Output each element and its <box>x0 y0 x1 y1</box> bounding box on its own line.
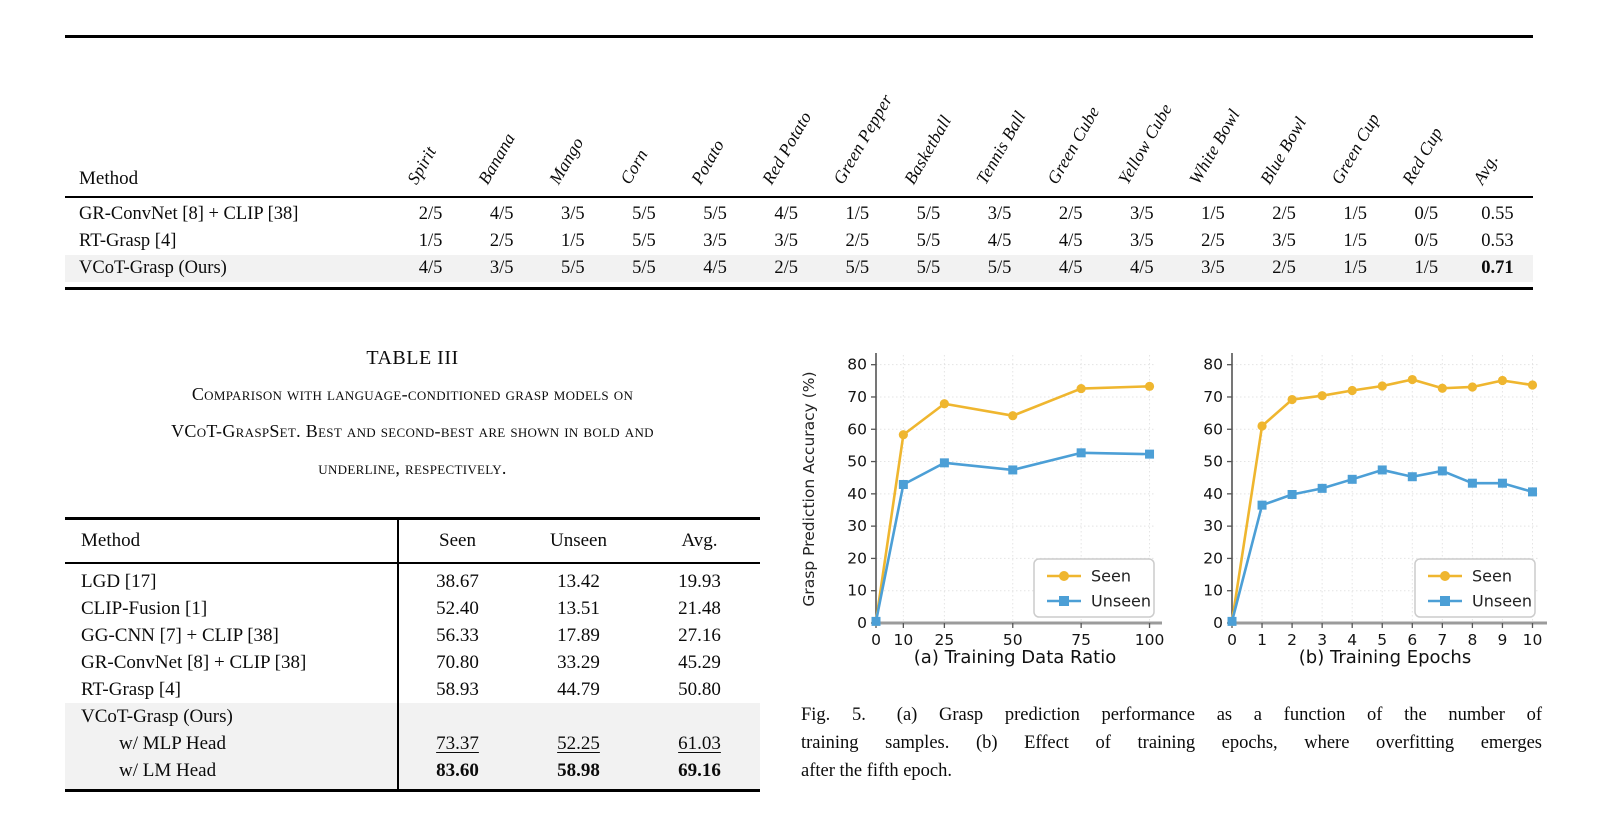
value-cell: 0.53 <box>1481 231 1514 251</box>
data-point-seen <box>1498 376 1507 385</box>
table-iii-body <box>65 564 760 789</box>
table-row <box>65 676 760 703</box>
value-cell: 2/5 <box>845 231 870 251</box>
value-cell: 5/5 <box>916 258 941 278</box>
method-cell: VCoT-Grasp (Ours) <box>79 258 227 278</box>
y-tick-label: 60 <box>847 420 867 439</box>
value-cell <box>518 703 639 730</box>
data-point-seen <box>1318 391 1327 400</box>
value-cell: 2/5 <box>1201 231 1225 251</box>
value-cell: 1/5 <box>845 204 870 224</box>
value-cell: 5/5 <box>632 231 656 251</box>
value-cell: 3/5 <box>489 258 514 278</box>
x-tick-label: 8 <box>1467 631 1478 649</box>
value-cell: 4/5 <box>1058 258 1083 278</box>
value-cell: 52.25 <box>557 733 600 754</box>
data-point-seen <box>1257 421 1266 430</box>
value-cell: 4/5 <box>489 204 514 224</box>
rotated-column-header: Basketball <box>900 111 956 188</box>
y-tick-label: 40 <box>1203 484 1223 503</box>
per-object-grasp-table-body <box>65 198 1533 287</box>
legend-marker-square <box>1440 596 1450 606</box>
value-cell: 1/5 <box>1343 258 1367 278</box>
value-cell: 2/5 <box>489 231 514 251</box>
data-point-unseen <box>1008 465 1017 474</box>
value-cell: 13.42 <box>557 571 600 592</box>
method-cell: RT-Grasp [4] <box>79 231 177 251</box>
y-tick-label: 70 <box>847 387 867 406</box>
legend-marker-square <box>1059 596 1069 606</box>
table-row <box>65 649 760 676</box>
rotated-column-header: Yellow Cube <box>1113 99 1176 188</box>
value-cell: 27.16 <box>678 625 721 646</box>
y-tick-label: 20 <box>847 549 867 568</box>
value-cell: 4/5 <box>418 258 443 278</box>
data-point-unseen <box>899 480 908 489</box>
data-point-unseen <box>1498 479 1507 488</box>
table-iii-caption-line: underline, respectively. <box>318 458 507 478</box>
value-cell: 1/5 <box>1201 204 1225 224</box>
y-tick-label: 30 <box>1203 517 1223 536</box>
value-cell: 2/5 <box>1272 258 1296 278</box>
figure-5-caption <box>801 701 1542 785</box>
value-cell: 61.03 <box>678 733 721 754</box>
value-cell: 1/5 <box>418 231 443 251</box>
value-cell: 5/5 <box>632 258 656 278</box>
method-cell: GG-CNN [7] + CLIP [38] <box>81 625 279 646</box>
value-cell: 33.29 <box>557 652 600 673</box>
value-cell: 13.51 <box>557 598 600 619</box>
value-cell: 3/5 <box>560 204 585 224</box>
data-point-unseen <box>1438 466 1447 475</box>
chart-training-epochs <box>1185 338 1595 670</box>
value-cell: 56.33 <box>436 625 479 646</box>
table-row <box>65 757 760 784</box>
value-cell: 3/5 <box>987 204 1012 224</box>
data-point-seen <box>1008 411 1017 420</box>
per-object-grasp-table <box>65 35 1533 290</box>
value-cell: 3/5 <box>1201 258 1225 278</box>
value-cell: 73.37 <box>436 733 479 754</box>
rotated-column-header: Green Pepper <box>829 90 897 188</box>
x-tick-label: 2 <box>1287 631 1298 649</box>
value-cell: 52.40 <box>436 598 479 619</box>
value-cell: 3/5 <box>1272 231 1296 251</box>
x-tick-label: 7 <box>1437 631 1448 649</box>
value-cell: 5/5 <box>560 258 585 278</box>
method-cell: GR-ConvNet [8] + CLIP [38] <box>81 652 307 673</box>
value-cell: 17.89 <box>557 625 600 646</box>
method-cell: LGD [17] <box>81 571 157 592</box>
value-cell: 4/5 <box>774 204 798 224</box>
x-tick-label: 3 <box>1317 631 1328 649</box>
data-point-seen <box>1378 381 1387 390</box>
data-point-unseen <box>940 458 949 467</box>
value-cell: 2/5 <box>1272 204 1296 224</box>
data-point-unseen <box>1228 617 1237 626</box>
y-tick-label: 70 <box>1203 387 1223 406</box>
table-row <box>65 703 760 730</box>
table-iii-caption <box>65 376 760 487</box>
value-cell: 4/5 <box>703 258 727 278</box>
value-cell: 4/5 <box>1058 231 1083 251</box>
value-cell: 5/5 <box>632 204 656 224</box>
data-point-unseen <box>1408 472 1417 481</box>
value-cell: 0.71 <box>1481 258 1514 278</box>
rotated-column-header: Corn <box>615 145 652 188</box>
legend-label: Unseen <box>1091 591 1152 611</box>
chart-training-data-ratio <box>778 338 1180 670</box>
value-cell: 0.55 <box>1481 204 1514 224</box>
table-iii-caption-line: VCoT-GraspSet. Best and second-best are shown in bold and <box>171 421 654 441</box>
value-cell <box>397 703 518 730</box>
x-tick-label: 6 <box>1407 631 1418 649</box>
table-iii-caption-line: Comparison with language-conditioned grasp models on <box>191 384 634 404</box>
rotated-column-header: Green Cube <box>1042 102 1104 188</box>
value-cell: 50.80 <box>678 679 721 700</box>
value-cell: 0/5 <box>1414 204 1439 224</box>
column-divider-rule <box>397 520 399 789</box>
x-tick-label: 0 <box>1227 631 1237 649</box>
value-cell: 5/5 <box>916 204 941 224</box>
value-cell: 5/5 <box>987 258 1012 278</box>
value-cell: 83.60 <box>436 760 479 781</box>
value-cell: 3/5 <box>774 231 798 251</box>
y-tick-label: 10 <box>1203 581 1223 600</box>
value-cell: 69.16 <box>678 760 721 781</box>
table-iii-header-row <box>65 520 760 564</box>
data-point-unseen <box>1528 487 1537 496</box>
rotated-column-header: Banana <box>473 129 519 188</box>
legend-label: Seen <box>1472 566 1512 586</box>
y-tick-label: 80 <box>1203 355 1223 374</box>
y-tick-label: 60 <box>1203 420 1223 439</box>
table-iii <box>65 346 760 792</box>
legend-marker-circle <box>1440 571 1450 581</box>
y-tick-label: 80 <box>847 355 867 374</box>
table-row <box>65 568 760 595</box>
x-tick-label: 25 <box>934 631 955 649</box>
value-cell <box>639 703 760 730</box>
value-cell: 70.80 <box>436 652 479 673</box>
value-cell: 58.98 <box>557 760 600 781</box>
value-cell: 1/5 <box>1343 231 1367 251</box>
data-point-unseen <box>872 617 881 626</box>
value-cell: 5/5 <box>916 231 941 251</box>
method-cell: VCoT-Grasp (Ours) <box>81 706 233 727</box>
x-tick-label: 10 <box>893 631 914 649</box>
figure-caption-line: Fig. 5. (a) Grasp prediction performance as a function of the number of <box>801 705 1542 725</box>
rotated-column-header: Blue Bowl <box>1255 113 1311 188</box>
value-cell: 1/5 <box>1414 258 1439 278</box>
value-cell: 5/5 <box>703 204 727 224</box>
legend-label: Unseen <box>1472 591 1533 611</box>
value-cell: 19.93 <box>678 571 721 592</box>
legend-marker-circle <box>1059 571 1069 581</box>
value-cell: 5/5 <box>845 258 870 278</box>
data-point-seen <box>1438 384 1447 393</box>
value-cell: 58.93 <box>436 679 479 700</box>
value-cell: 3/5 <box>1129 204 1154 224</box>
data-point-seen <box>899 430 908 439</box>
value-cell: 45.29 <box>678 652 721 673</box>
x-tick-label: 0 <box>871 631 881 649</box>
value-cell: 38.67 <box>436 571 479 592</box>
rotated-column-header: Green Cup <box>1327 109 1384 188</box>
data-point-unseen <box>1258 501 1267 510</box>
value-cell: 3/5 <box>703 231 727 251</box>
data-point-seen <box>1408 375 1417 384</box>
method-cell: GR-ConvNet [8] + CLIP [38] <box>79 204 299 224</box>
table-row <box>65 622 760 649</box>
method-cell: RT-Grasp [4] <box>81 679 182 700</box>
method-column-header: Method <box>79 168 139 189</box>
data-point-seen <box>1528 380 1537 389</box>
value-cell: 1/5 <box>560 231 585 251</box>
value-cell: 44.79 <box>557 679 600 700</box>
rotated-column-header: Avg. <box>1469 150 1503 188</box>
x-tick-label: 10 <box>1522 631 1543 649</box>
y-tick-label: 40 <box>847 484 867 503</box>
table-iii-grid <box>65 517 760 792</box>
y-axis-title: Grasp Prediction Accuracy (%) <box>800 371 818 607</box>
rotated-column-header: Red Potato <box>758 108 816 188</box>
avg-column-header: Avg. <box>681 530 718 551</box>
data-point-seen <box>1145 382 1154 391</box>
rotated-column-header: Potato <box>686 136 729 188</box>
value-cell: 2/5 <box>774 258 798 278</box>
method-cell: w/ LM Head <box>119 760 217 781</box>
value-cell: 4/5 <box>987 231 1012 251</box>
data-point-unseen <box>1145 450 1154 459</box>
method-cell: CLIP-Fusion [1] <box>81 598 208 619</box>
highlight-spacer <box>65 784 760 789</box>
x-tick-label: 100 <box>1134 631 1165 649</box>
data-point-seen <box>940 399 949 408</box>
data-point-unseen <box>1348 475 1357 484</box>
panel-b-caption: (b) Training Epochs <box>1298 647 1472 668</box>
y-tick-label: 0 <box>1213 614 1223 632</box>
figure-caption-line: after the fifth epoch. <box>801 761 953 781</box>
y-tick-label: 50 <box>847 452 867 471</box>
rotated-column-header: Tennis Ball <box>971 107 1030 188</box>
y-tick-label: 30 <box>847 517 867 536</box>
table-row <box>65 201 1533 228</box>
x-tick-label: 75 <box>1071 631 1092 649</box>
table-row <box>65 255 1533 282</box>
rotated-column-header: White Bowl <box>1184 105 1244 188</box>
panel-a-caption: (a) Training Data Ratio <box>913 647 1117 668</box>
value-cell: 21.48 <box>678 598 721 619</box>
per-object-grasp-table-header <box>65 38 1533 198</box>
data-point-unseen <box>1288 490 1297 499</box>
y-tick-label: 20 <box>1203 549 1223 568</box>
y-tick-label: 10 <box>847 581 867 600</box>
method-cell: w/ MLP Head <box>119 733 226 754</box>
data-point-seen <box>1287 395 1296 404</box>
rotated-column-header: Red Cup <box>1398 123 1447 188</box>
data-point-unseen <box>1468 479 1477 488</box>
data-point-unseen <box>1318 484 1327 493</box>
data-point-seen <box>1348 386 1357 395</box>
x-tick-label: 5 <box>1377 631 1388 649</box>
table-row <box>65 228 1533 255</box>
value-cell: 2/5 <box>1058 204 1083 224</box>
value-cell: 3/5 <box>1129 231 1154 251</box>
value-cell: 2/5 <box>418 204 443 224</box>
x-tick-label: 50 <box>1002 631 1023 649</box>
rotated-column-header: Mango <box>544 133 588 188</box>
table-row <box>65 730 760 757</box>
x-tick-label: 4 <box>1347 631 1358 649</box>
y-tick-label: 0 <box>857 614 867 632</box>
table-iii-title: TABLE III <box>366 347 459 369</box>
x-tick-label: 1 <box>1257 631 1267 649</box>
y-tick-label: 50 <box>1203 452 1223 471</box>
rotated-column-header: Spirit <box>402 142 440 188</box>
data-point-unseen <box>1077 448 1086 457</box>
method-column-header: Method <box>81 530 141 551</box>
value-cell: 4/5 <box>1129 258 1154 278</box>
x-tick-label: 9 <box>1497 631 1508 649</box>
seen-column-header: Seen <box>439 530 476 551</box>
legend-label: Seen <box>1091 566 1131 586</box>
table-row <box>65 595 760 622</box>
value-cell: 0/5 <box>1414 231 1439 251</box>
figure-caption-line: training samples. (b) Effect of training epochs, where overfitting emerges <box>801 733 1542 753</box>
data-point-seen <box>1077 384 1086 393</box>
data-point-seen <box>1468 382 1477 391</box>
value-cell: 1/5 <box>1343 204 1367 224</box>
data-point-unseen <box>1378 465 1387 474</box>
unseen-column-header: Unseen <box>550 530 607 551</box>
